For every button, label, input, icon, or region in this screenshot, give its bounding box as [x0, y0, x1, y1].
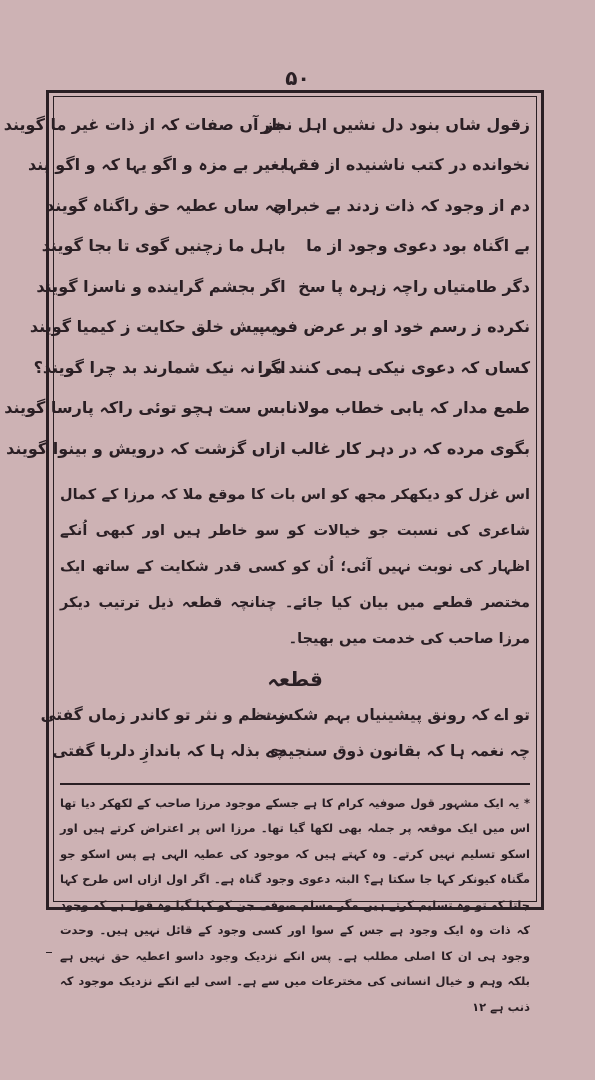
couplet — [6, 428, 530, 469]
misra-first: چہ نغمہ ہا کہ بقانون ذوق سنجیدی — [265, 741, 530, 760]
couplet — [33, 347, 530, 388]
footnote-number: ۱۲ — [472, 999, 487, 1014]
misra-first: تو اے کہ رونق پیشینیاں بہم شکست — [261, 705, 530, 724]
misra-first: بے اگناہ بود دعوی وجود از ما — [306, 236, 530, 256]
couplet — [52, 733, 530, 769]
misra-second: چہ بذلہ ہا کہ باندازِ دلربا گفتی — [52, 741, 286, 760]
couplet — [29, 307, 530, 348]
misra-second: جز آں صفات کہ از ذات غیر ما گویند — [3, 114, 286, 134]
misra-second: ازاں گزشت کہ درویش و بینوا گویند — [6, 438, 286, 458]
misra-second: چہ ساں عطیہ حق راگناہ گویند — [46, 195, 286, 215]
couplet — [27, 145, 530, 186]
misra-first: بگوی مرده کہ در دہر کار غالب ار — [270, 438, 530, 458]
misra-second: بس ست ہچو توئی راکہ پارسا گویند — [4, 398, 286, 418]
misra-first: نخوانده در کتب ناشنیده از فقہا — [282, 155, 530, 175]
couplet — [40, 697, 530, 733]
misra-second: بغیر بے مزہ و اگو یہا کہ و اگو یند — [27, 155, 286, 175]
couplet — [41, 226, 530, 267]
misra-second: باہل ما زچنیں گوی تا بجا گویند — [41, 236, 286, 256]
misra-second: بہ پیش خلق حکایت ز کیمیا گویند — [29, 317, 286, 337]
misra-second: اگر نہ نیک شمارند بد چرا گویند؟ — [33, 357, 286, 377]
qita — [40, 697, 530, 769]
misra-first: طمع مدار کہ یابی خطاب مولانا — [285, 398, 530, 418]
couplet — [46, 185, 530, 226]
qita-heading: قطعہ — [267, 666, 323, 691]
misra-first: دم از وجود کہ ذات زدند بے خبراں — [272, 195, 530, 215]
ghazal — [3, 104, 530, 469]
misra-second: ز نظم و نثر تو کاندر زماں گفتی — [40, 705, 286, 724]
couplet — [3, 104, 530, 145]
margin-mark — [46, 952, 52, 953]
footnote-divider — [60, 783, 530, 785]
footnote-text: * یہ ایک مشہور قول صوفیہ کرام کا ہے جسکے موجود مرزا صاحب کے لکھکر دیا تھا اس میں ایک موقعہ پر جملہ بھی لکھا گیا تھا۔ مرزا اس پر اعتراض کرتے ہیں اور اسکو تسلیم نہیں کرتے۔ وہ کہتے ہیں کہ موجود کی عطیہ الہی ہے پس اسکو جو مگناہ کیونکر کہا جا سکتا ہے؟ البتہ دعوی وجود گناہ ہے۔ اگر اول ازاں اس طرح کہا جاتا کہ تو وہ تسلیم کرتے ہیں مگر مسلم صوفی جن کو کہا گیا وہ قول ہے کہ وجود کہ ذات وہ ایک وجود ہے جس کے سوا اور کسی وجود کے قائل نہیں ہیں۔ وحدت وجود ہی ان کا اصلی مطلب ہے۔ پس انکے نزدیک وجود داسو اعطیہ حق نہیں ہے بلکہ وہم و خیال انسانی کی مخترعات میں سے ہے۔ اسی لیے انکے نزدیک موجود کہ ذنب ہے — [60, 795, 530, 1014]
misra-second: اگر بجشم گراینده و ناسزا گویند — [36, 276, 286, 296]
misra-first: نکرده ز رسم خود او بر عرض فریب — [254, 317, 530, 337]
misra-first: زقول شاں بنود دل نشیں اہل نظر — [260, 114, 530, 134]
couplet — [36, 266, 530, 307]
page-content — [3, 104, 530, 1014]
prose-paragraph: اس غزل کو دیکھکر مجھ کو اس بات کا موقع ملا کہ مرزا کے کمال شاعری کی نسبت جو خیالات کو سو خاطر ہیں اور کبھی اُنکے اظہار کی نوبت نہیں آئی؛ اُن کو کسی قدر شکایت کے ساتھ ایک مختصر قطعے میں بیان کیا جائے۔ چنانچہ قطعہ ذیل ترتیب دیکر مرزا صاحب کی خدمت میں بھیجا۔ — [60, 486, 530, 647]
page-number: ۵۰ — [285, 66, 310, 90]
misra-first: دگر طامتیاں راچہ زہرہ پا سخ — [298, 276, 530, 296]
footnote — [60, 791, 530, 1021]
couplet — [4, 388, 530, 429]
misra-first: کساں کہ دعوی نیکی ہمی کنند مرا — [257, 357, 530, 377]
